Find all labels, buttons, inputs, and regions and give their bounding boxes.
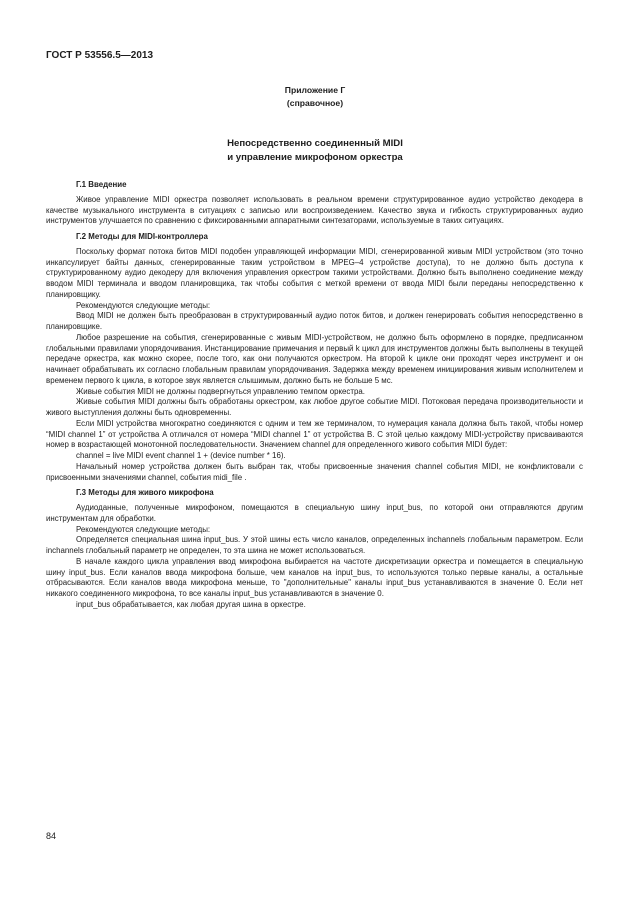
paragraph: Живые события MIDI не должны подвергнуться управлению темпом оркестра. (76, 386, 365, 396)
section-heading-g1: Г.1 Введение (76, 180, 127, 189)
page-number: 84 (46, 831, 57, 841)
paragraph: Рекомендуются следующие методы: (76, 300, 211, 310)
paragraph: Ввод MIDI не должен быть преобразован в структурированный аудио поток битов, и должен генерировать события непосредственно в планировщике. (46, 311, 583, 331)
paragraph: input_bus обрабатывается, как любая другая шина в оркестре. (76, 599, 306, 609)
paragraph: Живые события MIDI должны быть обработаны оркестром, как любое другое событие MIDI. Потоковая передача производительности и живого выступления должны быть одновременны. (46, 397, 583, 417)
standard-header: ГОСТ Р 53556.5—2013 (46, 50, 154, 61)
formula-line: channel = live MIDI event channel 1 + (device number * 16). (76, 451, 286, 460)
section-heading-g2: Г.2 Методы для MIDI-контроллера (76, 232, 208, 241)
paragraph: Поскольку формат потока битов MIDI подобен управляющей информации MIDI, сгенерированной живым MIDI устройством (это точно инкапсулирует байты данных, сгенерированные таким устройством в MPEG–4 устройстве доступа), то не должно быть доступа к структурированному аудио декодеру для включения управления оркестром такими устройствами. Должно быть выполнено соединение между вводом MIDI терминала и вводом планировщика, так чтобы события с меткой времени от ввода MIDI были переданы непосредственно к планировщику. (46, 246, 583, 299)
document-body (46, 180, 583, 611)
annex-title: Приложение Г (284, 85, 346, 95)
annex-heading (0, 84, 630, 109)
section-heading-g3: Г.3 Методы для живого микрофона (76, 488, 214, 498)
document-title-line-1: Непосредственно соединенный MIDI (227, 138, 403, 149)
document-title (0, 137, 630, 165)
paragraph: Определяется специальная шина input_bus. У этой шины есть число каналов, определенных inchannels глобальным параметром. Если inchannels глобальный параметр не определен, то эта шина не может использоваться. (46, 535, 583, 555)
paragraph: В начале каждого цикла управления ввод микрофона выбирается на частоте дискретизации оркестра и помещается в специальную шину input_bus. Если каналов ввода микрофона больше, чем каналов на input_bus, то используются только первые каналы, а остальные отбрасываются. Если каналов ввода микрофона меньше, то "дополнительные" каналы input_bus устанавливаются в значение 0. Если нет никакого соединенного микрофона, то все каналы input_bus устанавливаются в значение 0. (46, 556, 583, 598)
annex-subtitle: (справочное) (286, 97, 344, 108)
paragraph: Любое разрешение на события, сгенерированные с живым MIDI-устройством, не должно быть оформлено в порядке, предписанном глобальными правилами упорядочивания. Инстанцирование примечания и первый k цикл для инструментов должны быть выполнены в текущей передаче оркестра, как можно скорее, после того, как они получаются оркестром. На второй k цикле они проходят через инструмент и он начинает обрабатывать их согласно глобальным правилам упорядочивания. Задержка между временем инициирования живым исполнителем и временем первого k цикла, в которое звук является слышимым, должно быть не больше 5 мс. (46, 332, 583, 385)
paragraph: Начальный номер устройства должен быть выбран так, чтобы присвоенные значения channel события MIDI, не конфликтовали с присвоенными значениями channel, события midi_file . (46, 461, 583, 482)
document-title-line-2: и управление микрофоном оркестра (227, 152, 403, 163)
paragraph: Живое управление MIDI оркестра позволяет использовать в реальном времени структурированное аудио устройство декодера в качестве музыкального инструмента в ситуациях с записью или воспроизведением. Качество звука и гибкость структурированных аудио инструментов улучшается по сравнению с фиксированными аппаратными синтезаторами, используемые в таких ситуациях. (46, 194, 583, 226)
paragraph: Если MIDI устройства многократно соединяются с одним и тем же терминалом, то нумерация канала должна быть такой, чтобы номер “MIDI channel 1” от устройства A отличался от номера “MIDI channel 1” от устройства B. С этой целью каждому MIDI-устройству присваиваются номер в возрастающей монотонной последовательности. Значением channel для определенного живого события MIDI будет: (46, 418, 583, 450)
paragraph: Аудиоданные, полученные микрофоном, помещаются в специальную шину input_bus, по которой они отправляются другим инструментам для обработки. (46, 503, 583, 523)
paragraph: Рекомендуются следующие методы: (76, 524, 211, 534)
